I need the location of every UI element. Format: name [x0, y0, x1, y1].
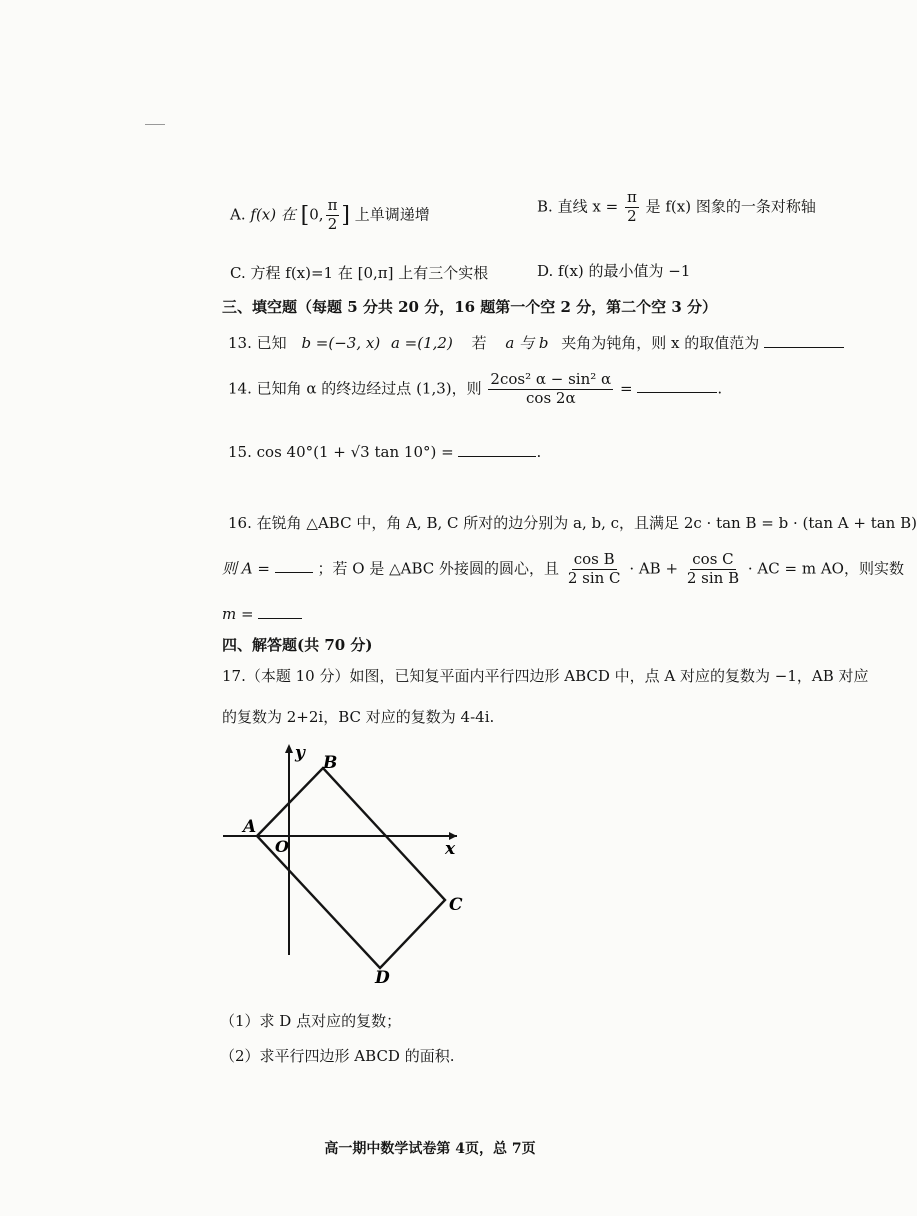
q13-lead: 已知 — [256, 334, 287, 352]
q16-line3: m = — [222, 605, 254, 623]
fraction-numerator: π — [327, 196, 338, 214]
option-a-text-before: f(x) 在 — [250, 205, 296, 224]
question-16-line-3 — [222, 604, 302, 623]
q14-number: 14. — [228, 379, 252, 398]
left-bracket: [ — [300, 202, 310, 228]
q16-answer-blank-1[interactable] — [275, 558, 313, 573]
q13-mid: 若 — [471, 334, 487, 352]
fraction-numerator: cos C — [692, 550, 734, 568]
q16-dot-ac: · AC = m AO，则实数 — [747, 559, 904, 578]
q14-lead: 已知角 α 的终边经过点 (1,3)，则 — [256, 379, 482, 398]
fraction-denominator: cos 2α — [526, 388, 576, 407]
option-a-text-after: 上单调递增 — [354, 205, 430, 224]
question-14 — [228, 372, 722, 407]
fraction-numerator: 2cos² α − sin² α — [490, 370, 612, 388]
section-4-title: 四、解答题(共 70 分) — [222, 636, 373, 654]
q15-expr: cos 40°(1 + √3 tan 10°) = — [256, 443, 454, 461]
scan-mark — [145, 124, 165, 125]
q16-number: 16. — [228, 514, 252, 532]
q17-part-2: （2）求平行四边形 ABCD 的面积. — [220, 1047, 455, 1065]
option-b-text-before: 直线 x = — [557, 197, 619, 216]
q16-fraction-1 — [566, 552, 623, 587]
option-b-label: B. — [537, 197, 553, 216]
origin-label-o: O — [275, 837, 289, 856]
parallelogram-abcd — [257, 768, 445, 968]
right-bracket: ] — [341, 202, 351, 228]
period: . — [717, 379, 723, 398]
point-label-d: D — [375, 968, 390, 988]
period: . — [536, 443, 542, 461]
option-a-fraction — [326, 198, 340, 233]
q17-part-1: （1）求 D 点对应的复数； — [220, 1012, 402, 1030]
question-15 — [228, 442, 541, 461]
q13-answer-blank[interactable] — [764, 333, 844, 348]
q14-answer-blank[interactable] — [637, 378, 717, 393]
q16-line2-b: ；若 O 是 △ABC 外接圆的圆心，且 — [317, 559, 560, 578]
question-16-line-1 — [228, 512, 917, 533]
question-16-line-2 — [222, 552, 904, 587]
point-label-a: A — [243, 817, 257, 837]
x-axis-label: x — [445, 839, 456, 859]
q16-line1: 在锐角 △ABC 中，角 A, B, C 所对的边分别为 a, b, c，且满足 2c · tan B = b · (tan A + tan B) — [256, 514, 917, 532]
option-c — [230, 262, 488, 283]
q13-pair: a 与 b — [505, 334, 549, 352]
fraction-denominator: 2 sin C — [567, 568, 621, 587]
fraction-denominator: 2 sin B — [686, 568, 740, 587]
q13-vector-a: a =(1,2) — [390, 334, 453, 352]
q15-answer-blank[interactable] — [458, 442, 536, 457]
q16-fraction-2 — [685, 552, 741, 587]
section-3-title: 三、填空题（每题 5 分共 20 分，16 题第一个空 2 分，第二个空 3 分） — [222, 298, 718, 316]
option-b — [537, 190, 816, 225]
fraction-denominator: 2 — [627, 206, 637, 225]
option-c-text: 方程 f(x)=1 在 [0,π] 上有三个实根 — [250, 264, 489, 282]
option-d-text: f(x) 的最小值为 −1 — [558, 262, 691, 280]
point-label-b: B — [323, 753, 338, 773]
option-b-text-after: 是 f(x) 图象的一条对称轴 — [645, 197, 816, 216]
fraction-numerator: cos B — [573, 550, 615, 568]
q17-line-1: 17.（本题 10 分）如图，已知复平面内平行四边形 ABCD 中，点 A 对应的复数为 −1，AB 对应 — [222, 667, 869, 685]
point-label-c: C — [449, 895, 463, 915]
parallelogram-figure — [215, 740, 475, 990]
q14-fraction — [488, 372, 613, 407]
option-d — [537, 260, 690, 281]
q13-vector-b: b =(−3, x) — [301, 334, 381, 352]
q13-tail: 夹角为钝角，则 x 的取值范为 — [561, 334, 760, 352]
y-axis-label: y — [295, 743, 305, 763]
option-b-fraction — [625, 190, 639, 225]
fraction-denominator: 2 — [327, 214, 338, 233]
q13-number: 13. — [228, 334, 252, 352]
q16-answer-blank-2[interactable] — [258, 604, 302, 619]
option-d-label: D. — [537, 262, 554, 280]
question-13 — [228, 332, 844, 353]
option-a-label: A. — [230, 205, 246, 224]
option-c-label: C. — [230, 264, 246, 282]
option-a — [230, 198, 430, 233]
y-axis-arrow — [285, 744, 293, 753]
option-a-interval-start: 0, — [309, 205, 324, 224]
q17-line-2: 的复数为 2+2i，BC 对应的复数为 4-4i. — [222, 708, 495, 726]
q16-line2-a: 则 A = — [222, 559, 270, 578]
fraction-numerator: π — [626, 188, 637, 206]
page-footer: 高一期中数学试卷第 4页，总 7页 — [324, 1141, 536, 1157]
q16-dot-ab: · AB + — [629, 559, 679, 578]
q15-number: 15. — [228, 443, 252, 461]
q14-equals: = — [619, 379, 633, 398]
